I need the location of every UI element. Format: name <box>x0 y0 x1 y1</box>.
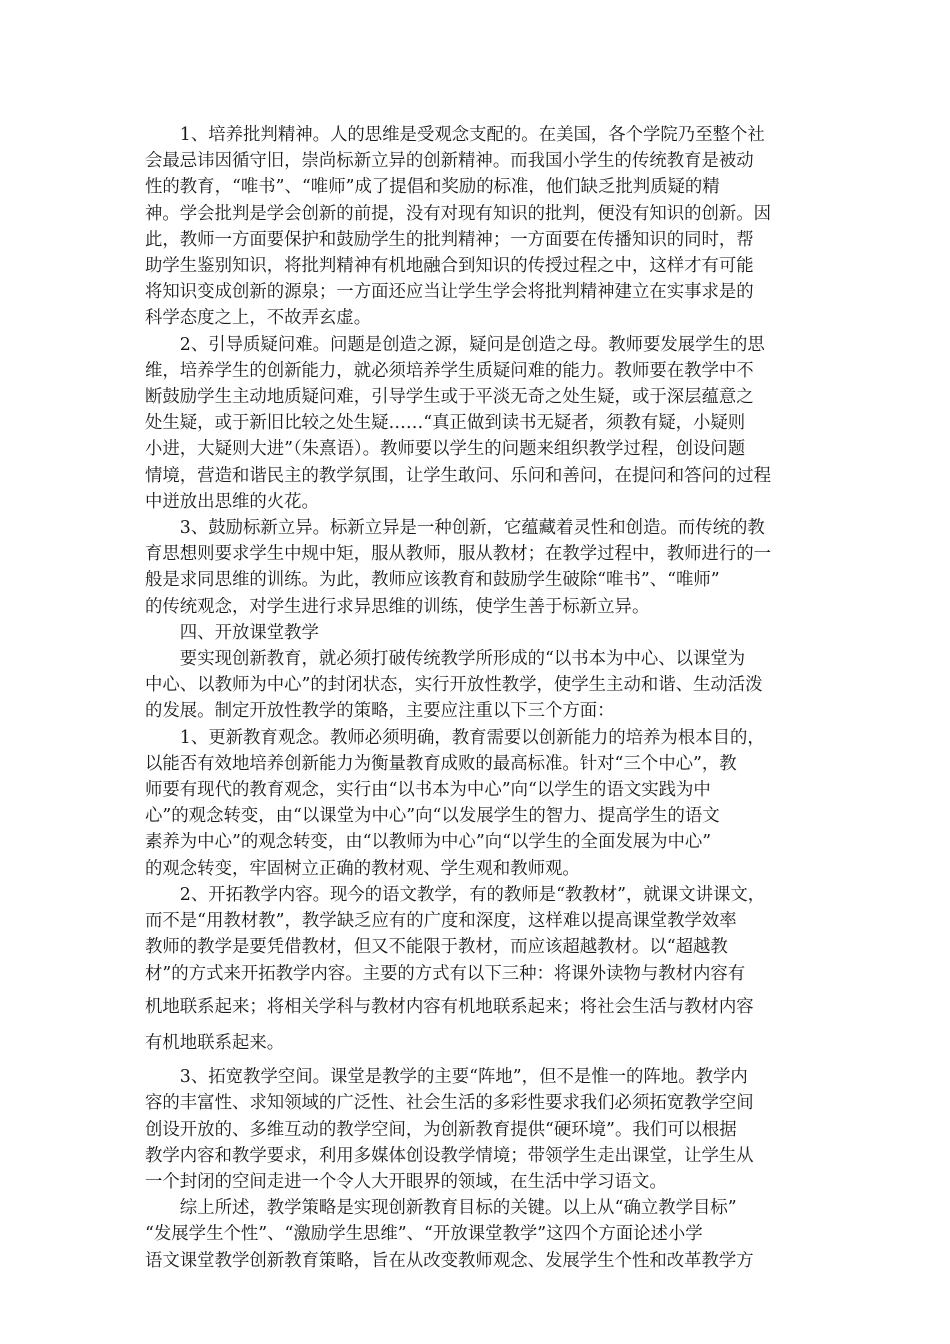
text-line: 综上所述，教学策略是实现创新教育目标的关键。以上从“确立教学目标” <box>179 1198 737 1219</box>
text-line: 素养为中心”的观念转变，由“以教师为中心”向“以学生的全面发展为中心” <box>145 832 712 853</box>
text-line: 的传统观念，对学生进行求异思维的训练，使学生善于标新立异。 <box>145 596 650 617</box>
text-line: 2、开拓教学内容。现今的语文教学，有的教师是“教教材”，就课文讲课文， <box>179 884 766 905</box>
text-line: 四、开放课堂教学 <box>179 622 319 643</box>
text-line: 此，教师一方面要保护和鼓励学生的批判精神；一方面要在传播知识的同时，帮 <box>145 229 754 250</box>
text-line: 中迸放出思维的火花。 <box>145 491 319 512</box>
text-line: 1、更新教育观念。教师必须明确，教育需要以创新能力的培养为根本目的， <box>179 727 765 748</box>
text-line: 材”的方式来开拓教学内容。主要的方式有以下三种：将课外读物与教材内容有 <box>145 963 746 984</box>
paragraph <box>145 515 809 620</box>
text-line: 以能否有效地培养创新能力为衡量教育成败的最高标准。针对“三个中心”，教 <box>145 753 737 774</box>
text-line: 1、培养批判精神。人的思维是受观念支配的。在美国，各个学院乃至整个社 <box>179 125 765 145</box>
text-line: “发展学生个性”、“激励学生思维”、“开放课堂教学”这四个方面论述小学 <box>145 1224 703 1245</box>
text-line: 心”的观念转变，由“以课堂为中心”向“以发展学生的智力、提高学生的语文 <box>145 806 720 827</box>
text-line: 3、鼓励标新立异。标新立异是一种创新，它蕴藏着灵性和创造。而传统的教 <box>179 518 765 539</box>
text-line: 神。学会批判是学会创新的前提，没有对现有知识的批判，便没有知识的创新。因 <box>145 203 772 224</box>
text-line: 容的丰富性、求知领域的广泛性、社会生活的多彩性要求我们必须拓宽教学空间 <box>145 1093 754 1114</box>
text-line: 将知识变成创新的源泉；一方面还应当让学生学会将批判精神建立在实事求是的 <box>145 282 754 303</box>
text-line: 有机地联系起来。 <box>145 1032 285 1053</box>
text-line: 而不是“用教材教”，教学缺乏应有的广度和深度，这样难以提高课堂教学效率 <box>145 911 737 932</box>
text-line: 断鼓励学生主动地质疑问难，引导学生或于平淡无奇之处生疑，或于深层蕴意之 <box>145 387 754 408</box>
paragraph <box>145 332 809 515</box>
text-line: 处生疑，或于新旧比较之处生疑……“真正做到读书无疑者，须教有疑，小疑则 <box>145 413 746 434</box>
text-line: 会最忌讳因循守旧，崇尚标新立异的创新精神。而我国小学生的传统教育是被动 <box>145 151 754 172</box>
document-page <box>145 122 809 1274</box>
text-line: 的发展。制定开放性教学的策略，主要应注重以下三个方面： <box>145 701 615 722</box>
paragraph <box>145 882 809 1056</box>
text-line: 育思想则要求学生中规中矩，服从教师，服从教材；在教学过程中，教师进行的一 <box>145 544 772 565</box>
text-line: 维，培养学生的创新能力，就必须培养学生质疑问难的能力。教师要在教学中不 <box>145 360 754 381</box>
text-line: 性的教育，“唯书”、“唯师”成了提倡和奖励的标准，他们缺乏批判质疑的精 <box>145 177 720 198</box>
section-heading <box>145 620 809 646</box>
text-line: 科学态度之上，不故弄玄虚。 <box>145 308 372 329</box>
text-line: 要实现创新教育，就必须打破传统教学所形成的“以书本为中心、以课堂为 <box>179 649 746 670</box>
paragraph <box>145 122 809 332</box>
text-line: 小进，大疑则大进”（朱熹语）。教师要以学生的问题来组织教学过程，创设问题 <box>145 439 746 460</box>
text-line: 助学生鉴别知识，将批判精神有机地融合到知识的传授过程之中，这样才有可能 <box>145 256 754 277</box>
paragraph <box>145 1064 809 1195</box>
text-line: 中心、以教师为中心”的封闭状态，实行开放性教学，使学生主动和谐、生动活泼 <box>145 675 763 696</box>
text-line: 机地联系起来；将相关学科与教材内容有机地联系起来；将社会生活与教材内容 <box>145 996 754 1017</box>
paragraph <box>145 1195 809 1274</box>
text-line: 2、引导质疑问难。问题是创造之源，疑问是创造之母。教师要发展学生的思 <box>179 334 765 355</box>
text-line: 的观念转变，牢固树立正确的教材观、学生观和教师观。 <box>145 858 580 879</box>
text-line: 语文课堂教学创新教育策略，旨在从改变教师观念、发展学生个性和改革教学方 <box>145 1250 754 1271</box>
text-line: 教学内容和教学要求，利用多媒体创设教学情境；带领学生走出课堂，让学生从 <box>145 1145 754 1166</box>
text-line: 创设开放的、多维互动的教学空间，为创新教育提供“硬环境”。我们可以根据 <box>145 1119 737 1140</box>
text-line: 一个封闭的空间走进一个令人大开眼界的领域，在生活中学习语文。 <box>145 1171 667 1192</box>
text-line: 教师的教学是要凭借教材，但又不能限于教材，而应该超越教材。以“超越教 <box>145 937 728 958</box>
text-line: 般是求同思维的训练。为此，教师应该教育和鼓励学生破除“唯书”、“唯师” <box>145 570 720 591</box>
text-line: 师要有现代的教育观念，实行由“以书本为中心”向“以学生的语文实践为中 <box>145 780 711 801</box>
text-line: 情境，营造和谐民主的教学氛围，让学生敢问、乐问和善问，在提问和答问的过程 <box>145 465 772 486</box>
text-line: 3、拓宽教学空间。课堂是教学的主要“阵地”，但不是惟一的阵地。教学内 <box>179 1067 748 1088</box>
paragraph <box>145 725 809 882</box>
paragraph <box>145 646 809 725</box>
